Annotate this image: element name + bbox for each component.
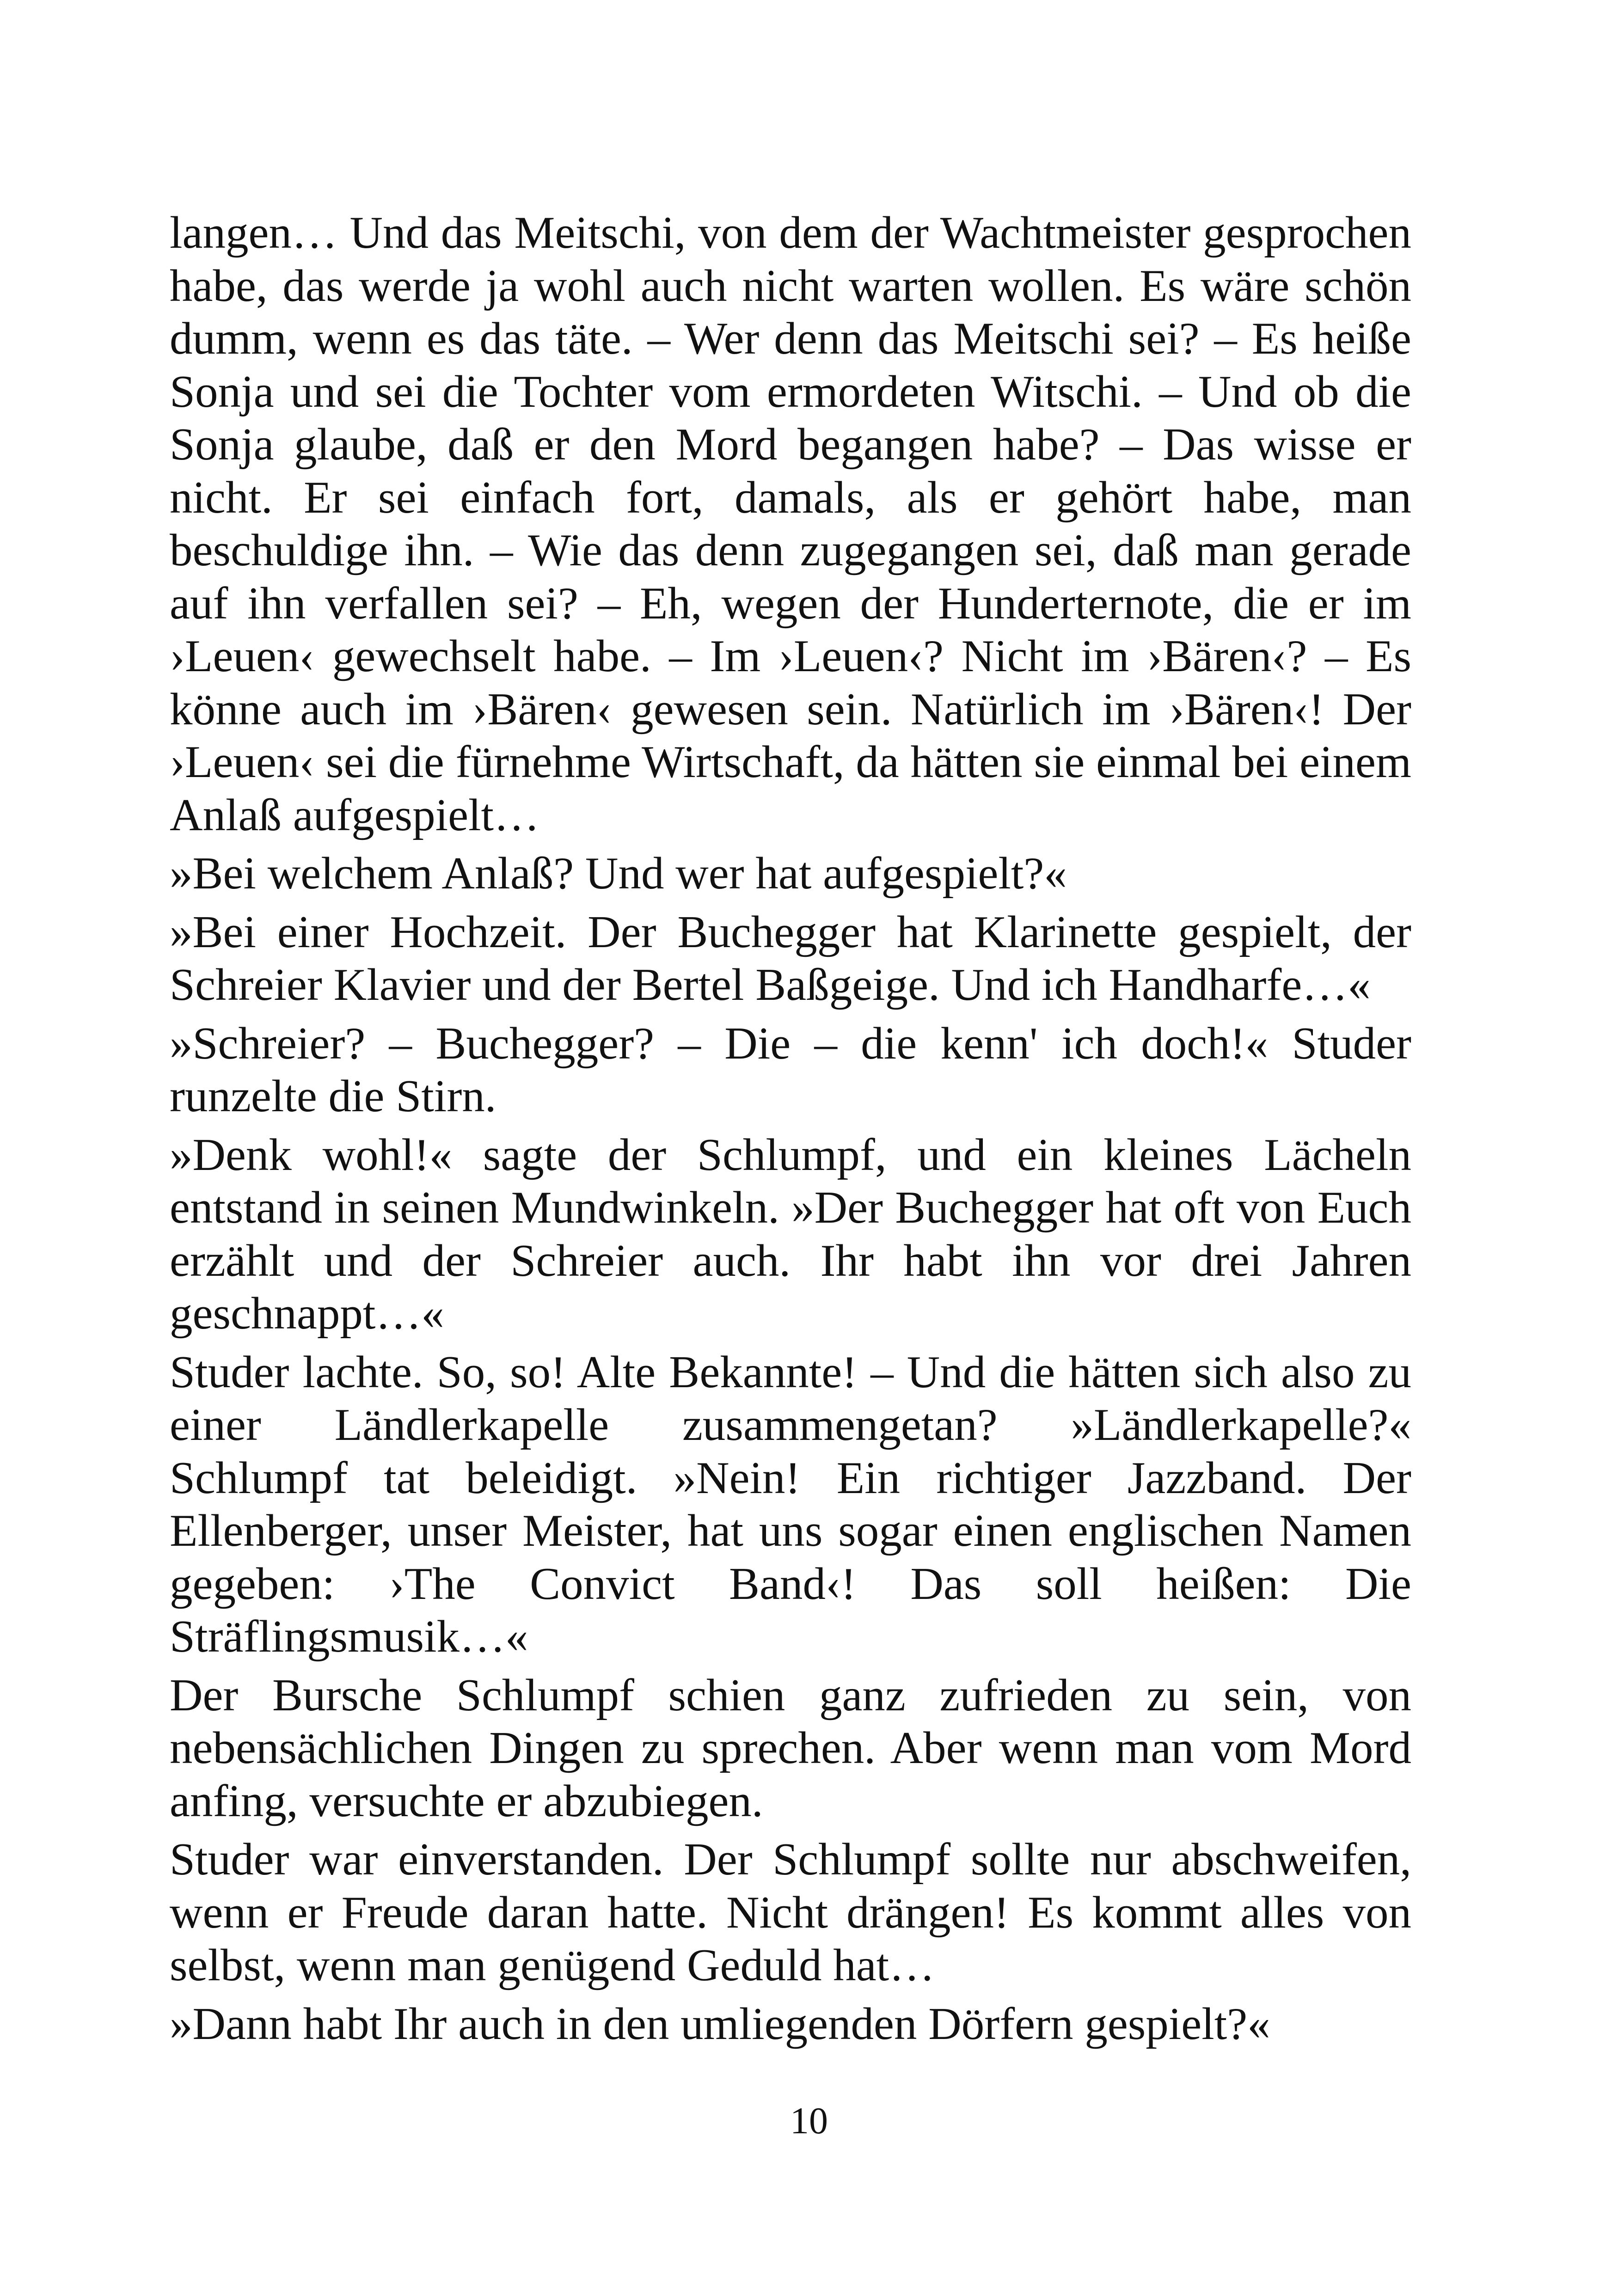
paragraph-9: »Dann habt Ihr auch in den umliegenden Dörfern gespielt?« xyxy=(170,1998,1270,2049)
page-number: 10 xyxy=(790,2100,828,2142)
paragraph-2: »Bei welchem Anlaß? Und wer hat aufgespielt?« xyxy=(170,848,1067,899)
paragraph-1: langen… Und das Meitschi, von dem der Wachtmeister gesprochen habe, das werde ja wohl auch nicht warten wollen. Es wäre schön dumm, wenn es das täte. – Wer denn das Meitschi sei? – Es heiße Sonja und sei die Tochter vom ermordeten Witschi. – Und ob die Sonja glaube, daß er den Mord begangen habe? – Das wisse er nicht. Er sei einfach fort, damals, als er gehört habe, man beschuldige ihn. – Wie das denn zugegangen sei, daß man gerade auf ihn verfallen sei? – Eh, wegen der Hunderternote, die er im ›Leuen‹ gewechselt habe. – Im ›Leuen‹? Nicht im ›Bären‹? – Es könne auch im ›Bären‹ gewesen sein. Natürlich im ›Bären‹! Der ›Leuen‹ sei die fürnehme Wirtschaft, da hätten sie einmal bei einem Anlaß aufgespielt… xyxy=(170,208,1411,840)
body-text xyxy=(170,207,1411,2056)
paragraph-4: »Schreier? – Buchegger? – Die – die kenn' ich doch!« Studer runzelte die Stirn. xyxy=(170,1018,1411,1121)
paragraph-7: Der Bursche Schlumpf schien ganz zufrieden zu sein, von nebensächlichen Dingen zu sprechen. Aber wenn man vom Mord anfing, versuchte er abzubiegen. xyxy=(170,1670,1411,1826)
paragraph-3: »Bei einer Hochzeit. Der Buchegger hat Klarinette gespielt, der Schreier Klavier und der Bertel Baßgeige. Und ich Handharfe…« xyxy=(170,906,1411,1010)
paragraph-6: Studer lachte. So, so! Alte Bekannte! – Und die hätten sich also zu einer Ländlerkapelle zusammengetan? »Ländlerkapelle?« Schlumpf tat beleidigt. »Nein! Ein richtiger Jazzband. Der Ellenberger, unser Meister, hat uns sogar einen englischen Namen gegeben: ›The Convict Band‹! Das soll heißen: Die Sträflingsmusik…« xyxy=(170,1347,1411,1662)
paragraph-8: Studer war einverstanden. Der Schlumpf sollte nur abschweifen, wenn er Freude daran hatte. Nicht drängen! Es kommt alles von selbst, wenn man genügend Geduld hat… xyxy=(170,1834,1411,1990)
paragraph-5: »Denk wohl!« sagte der Schlumpf, und ein kleines Lächeln entstand in seinen Mundwinkeln. »Der Buchegger hat oft von Euch erzählt und der Schreier auch. Ihr habt ihn vor drei Jahren geschnappt…« xyxy=(170,1129,1411,1339)
